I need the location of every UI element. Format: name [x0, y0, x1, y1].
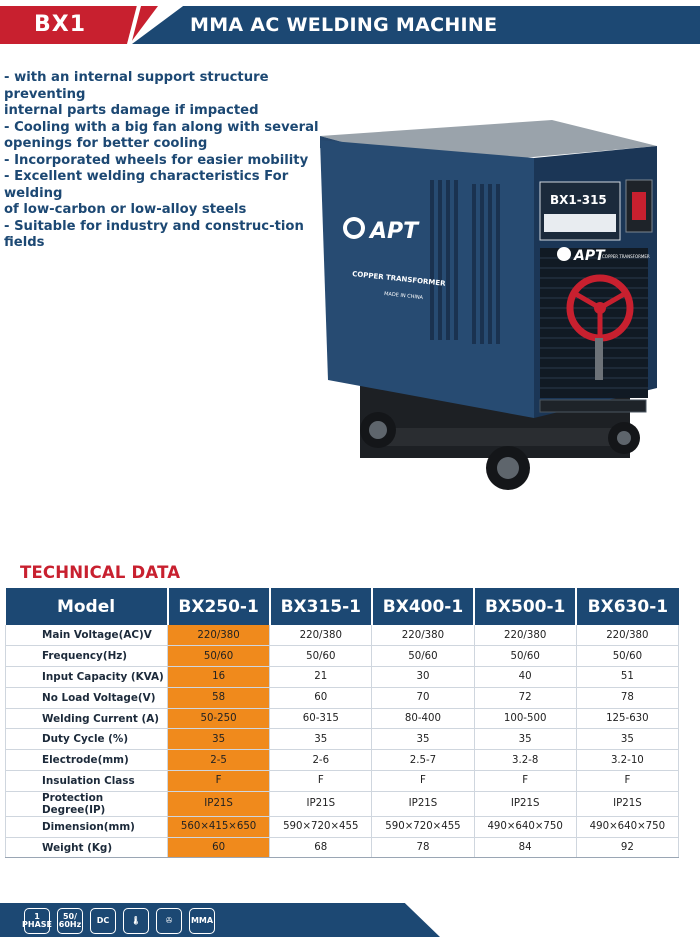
feature-item: - Suitable for industry and construc-tion fields	[4, 218, 304, 250]
frequency-icon: 50/ 60Hz	[57, 908, 83, 934]
table-row	[6, 667, 679, 688]
table-row	[6, 625, 679, 646]
table-cell: 220/380	[474, 625, 576, 646]
technical-data-title: TECHNICAL DATA	[20, 563, 181, 582]
model-code: BX1	[34, 12, 87, 37]
table-row	[6, 750, 679, 771]
column-header: BX630-1	[576, 588, 678, 625]
table-row	[6, 816, 679, 837]
column-header: BX315-1	[270, 588, 372, 625]
brand-logo-side: APT	[370, 219, 419, 244]
table-cell: IP21S	[474, 791, 576, 816]
table-cell: 35	[270, 729, 372, 750]
table-cell: 50-250	[168, 708, 270, 729]
single-phase-icon: 1 PHASE	[24, 908, 50, 934]
table-row	[6, 837, 679, 858]
table-cell: F	[270, 771, 372, 792]
table-cell: F	[168, 771, 270, 792]
header-bar	[0, 6, 700, 44]
side-label: COPPER TRANSFORMER	[351, 270, 446, 288]
table-cell: 220/380	[372, 625, 474, 646]
table-cell: IP21S	[372, 791, 474, 816]
table-cell: 590×720×455	[372, 816, 474, 837]
table-row	[6, 771, 679, 792]
column-header: BX400-1	[372, 588, 474, 625]
feature-item: - Incorporated wheels for easier mobility	[4, 152, 309, 168]
footer-icons	[24, 908, 215, 934]
row-label: Dimension(mm)	[6, 816, 168, 837]
table-cell: 40	[474, 667, 576, 688]
table-row	[6, 729, 679, 750]
fan-icon: ✇	[156, 908, 182, 934]
table-cell: 35	[372, 729, 474, 750]
table-cell: F	[474, 771, 576, 792]
table-row	[6, 646, 679, 667]
table-cell: 220/380	[576, 625, 678, 646]
table-cell: 78	[372, 837, 474, 858]
table-cell: 70	[372, 687, 474, 708]
row-label: Electrode(mm)	[6, 750, 168, 771]
table-cell: 35	[168, 729, 270, 750]
table-cell: 490×640×750	[576, 816, 678, 837]
row-label: Main Voltage(AC)V	[6, 625, 168, 646]
table-cell: 35	[576, 729, 678, 750]
row-label: Welding Current (A)	[6, 708, 168, 729]
table-cell: 220/380	[270, 625, 372, 646]
table-cell: F	[576, 771, 678, 792]
table-row	[6, 791, 679, 816]
table-cell: 50/60	[474, 646, 576, 667]
row-label: Weight (Kg)	[6, 837, 168, 858]
column-header: Model	[6, 588, 168, 625]
table-cell: 3.2-8	[474, 750, 576, 771]
table-cell: 92	[576, 837, 678, 858]
feature-item: - Cooling with a big fan along with several openings for better cooling	[4, 119, 319, 151]
welding-machine-image	[312, 118, 657, 503]
table-cell: 60	[270, 687, 372, 708]
table-cell: 35	[474, 729, 576, 750]
table-row	[6, 687, 679, 708]
page-title: MMA AC WELDING MACHINE	[190, 14, 498, 36]
table-cell: 560×415×650	[168, 816, 270, 837]
table-cell: IP21S	[576, 791, 678, 816]
row-label: Protection Degree(IP)	[6, 791, 168, 816]
table-cell: 3.2-10	[576, 750, 678, 771]
feature-item: - with an internal support structure preventing internal parts damage if impacted	[4, 70, 269, 118]
table-cell: 2-6	[270, 750, 372, 771]
table-cell: 84	[474, 837, 576, 858]
table-cell: 68	[270, 837, 372, 858]
table-cell: 220/380	[168, 625, 270, 646]
table-cell: 60	[168, 837, 270, 858]
table-cell: 2.5-7	[372, 750, 474, 771]
table-cell: 80-400	[372, 708, 474, 729]
table-cell: 125-630	[576, 708, 678, 729]
made-in-label: MADE IN CHINA	[383, 291, 424, 302]
table-cell: 50/60	[168, 646, 270, 667]
row-label: Insulation Class	[6, 771, 168, 792]
table-cell: IP21S	[168, 791, 270, 816]
table-cell: 50/60	[372, 646, 474, 667]
table-cell: 2-5	[168, 750, 270, 771]
thermometer-icon: 🌡	[123, 908, 149, 934]
feature-list	[4, 70, 334, 252]
table-row	[6, 708, 679, 729]
technical-data-table	[5, 588, 679, 858]
table-cell: 21	[270, 667, 372, 688]
table-cell: 16	[168, 667, 270, 688]
table-cell: 590×720×455	[270, 816, 372, 837]
table-cell: 50/60	[576, 646, 678, 667]
front-label: COPPER TRANSFORMER	[602, 254, 650, 259]
table-cell: 72	[474, 687, 576, 708]
feature-item: - Excellent welding characteristics For welding of low-carbon or low-alloy steels	[4, 169, 289, 217]
table-cell: 58	[168, 687, 270, 708]
table-cell: 60-315	[270, 708, 372, 729]
table-cell: IP21S	[270, 791, 372, 816]
table-cell: 30	[372, 667, 474, 688]
table-cell: F	[372, 771, 474, 792]
table-cell: 78	[576, 687, 678, 708]
mma-icon: MMA	[189, 908, 215, 934]
column-header: BX500-1	[474, 588, 576, 625]
table-header-row	[6, 588, 679, 625]
model-plate-text: BX1-315	[550, 193, 607, 207]
row-label: Input Capacity (KVA)	[6, 667, 168, 688]
table-cell: 51	[576, 667, 678, 688]
table-cell: 50/60	[270, 646, 372, 667]
dc-icon: DC	[90, 908, 116, 934]
row-label: Frequency(Hz)	[6, 646, 168, 667]
brand-logo-front: APT	[574, 248, 605, 264]
table-cell: 490×640×750	[474, 816, 576, 837]
table-cell: 100-500	[474, 708, 576, 729]
column-header: BX250-1	[168, 588, 270, 625]
row-label: No Load Voltage(V)	[6, 687, 168, 708]
row-label: Duty Cycle (%)	[6, 729, 168, 750]
